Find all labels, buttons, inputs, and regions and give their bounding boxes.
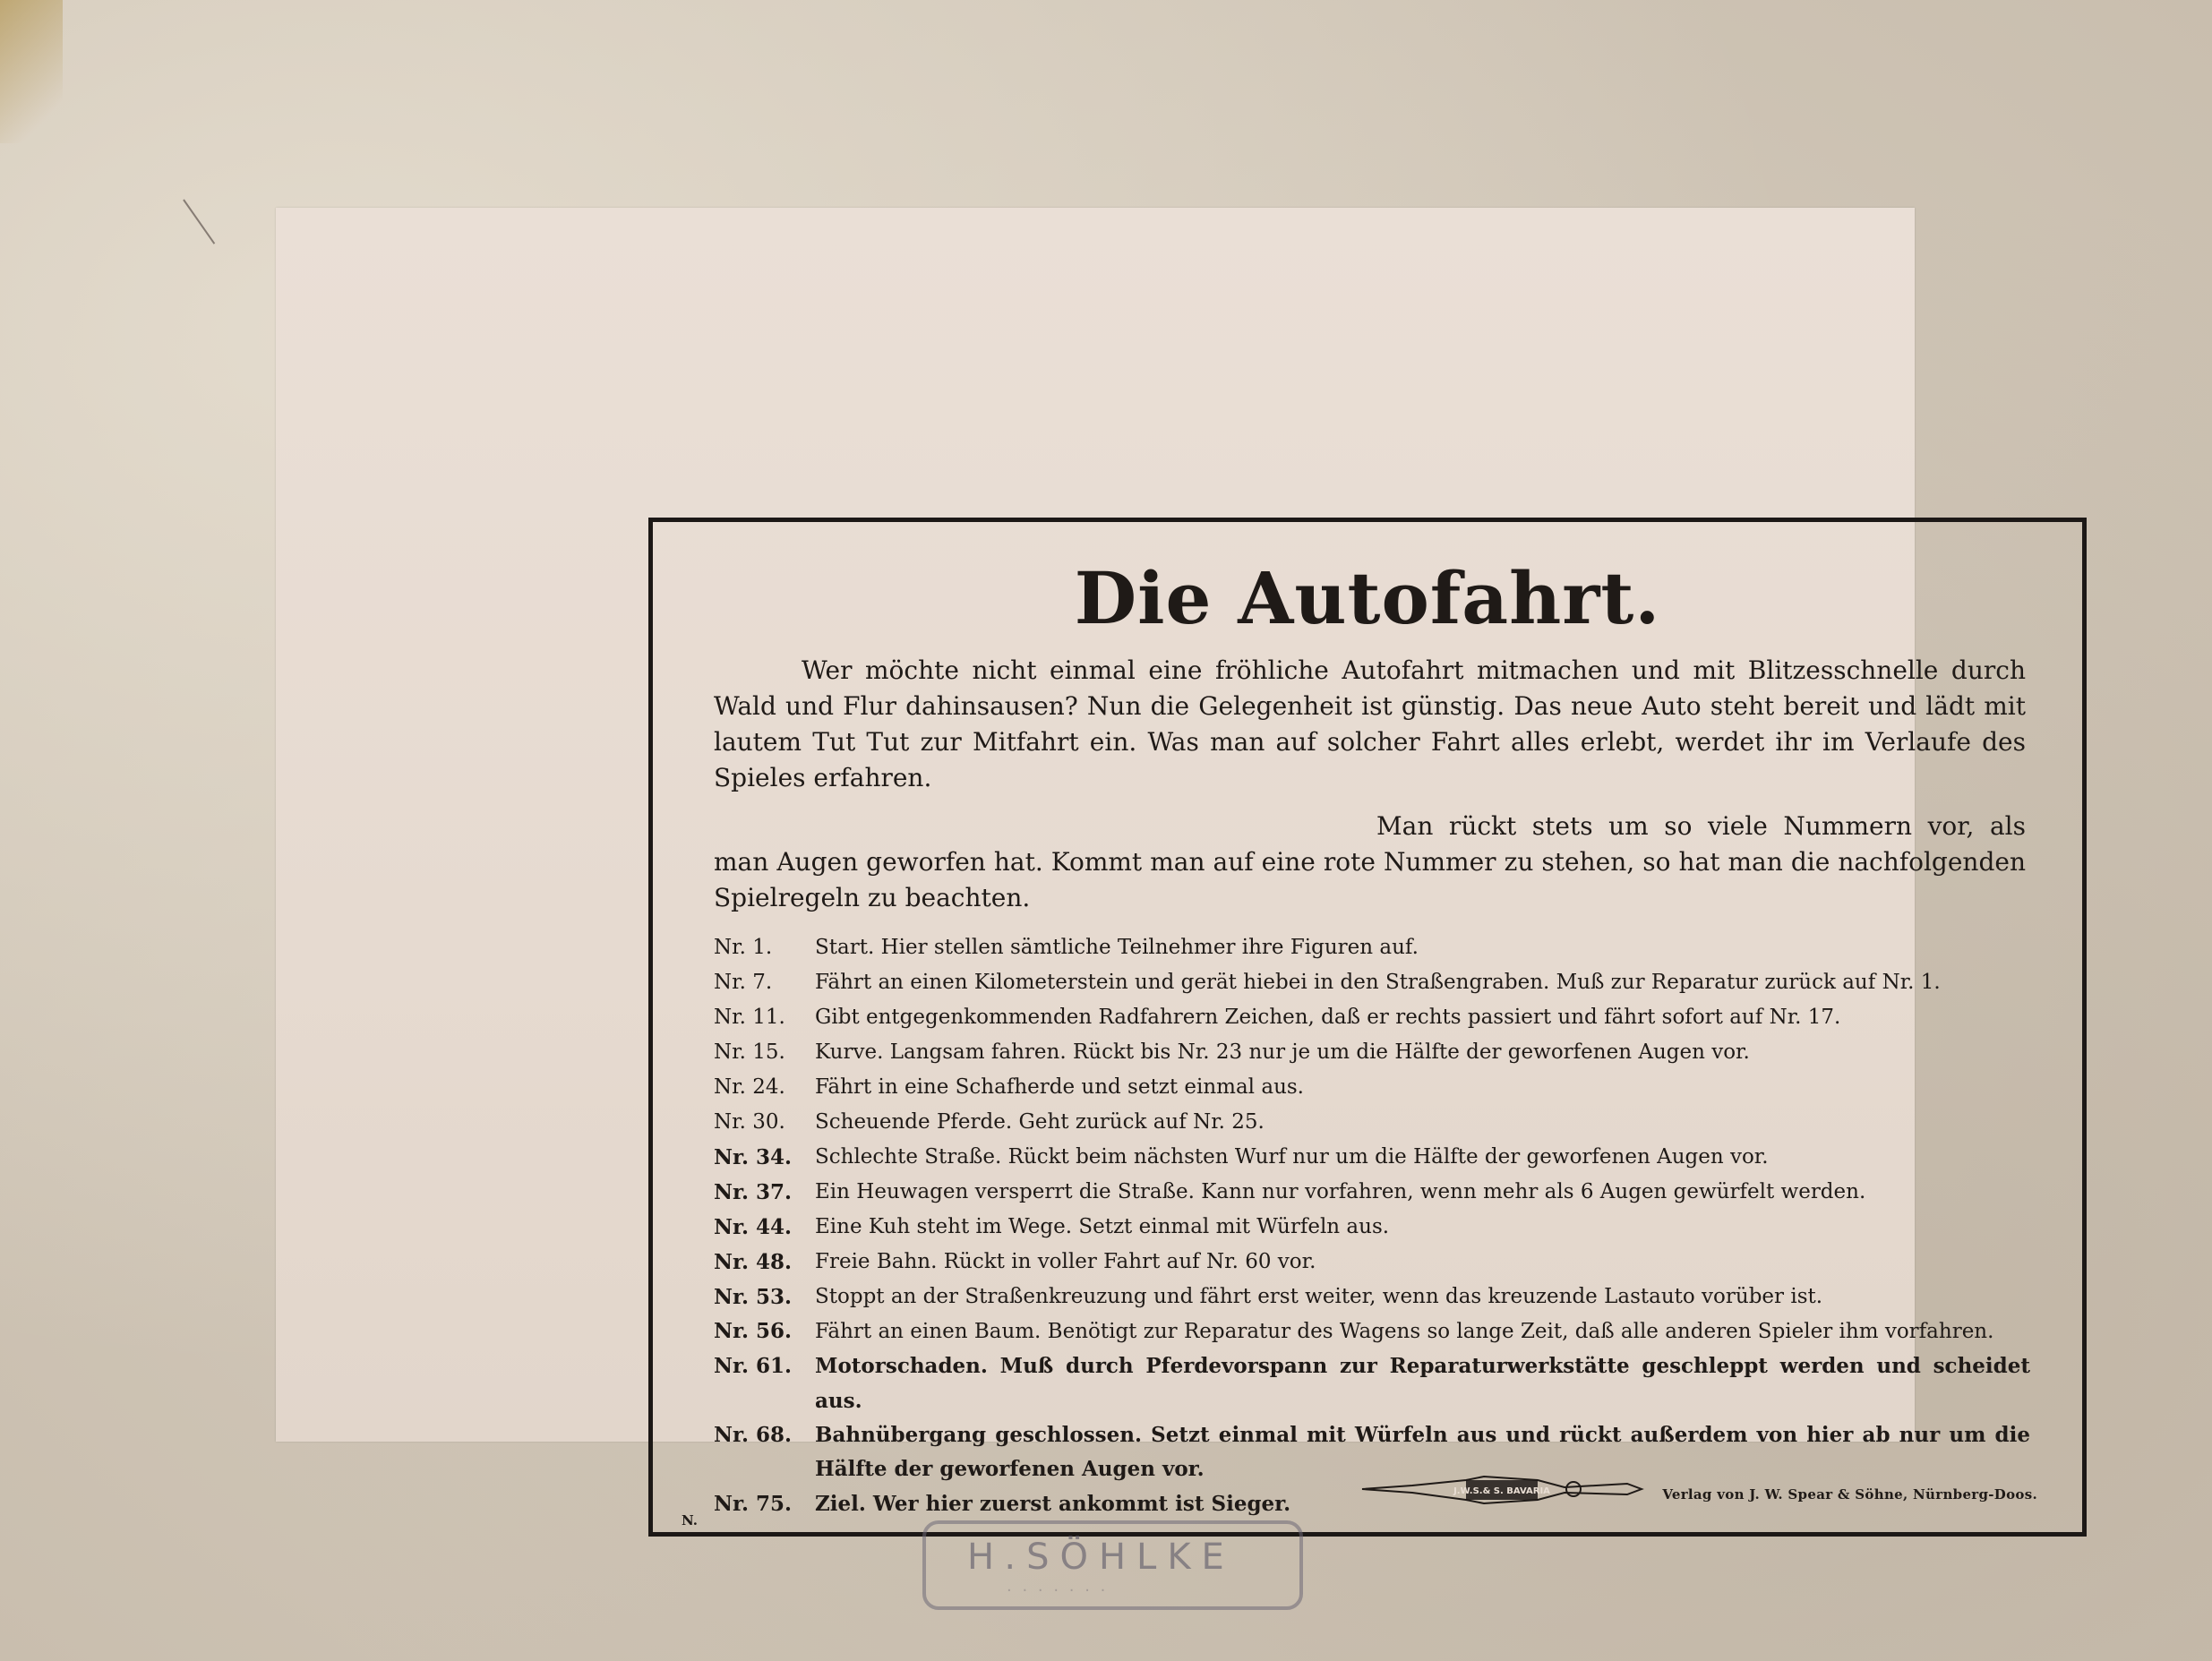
- rule-item: [714, 1280, 2030, 1314]
- rule-item: [714, 930, 2030, 965]
- rule-text: Kurve. Langsam fahren. Rückt bis Nr. 23 nur je um die Hälfte der geworfenen Augen vor.: [815, 1040, 1750, 1064]
- publisher-logo: [1359, 1468, 1645, 1511]
- corner-stain: [0, 0, 63, 143]
- rule-item: [714, 1000, 2030, 1035]
- intro-paragraph: Wer möchte nicht einmal eine fröhliche Autofahrt mitmachen und mit Blitzesschnelle durch Wald und Flur dahinsausen? Nun die Gelegenheit ist günstig. Das neue Auto steht bereit und lädt mit lautem Tut Tut zur Mitfahrt ein. Was man auf solcher Fahrt alles erlebt, werdet ihr im Verlaufe des Spieles erfahren.: [714, 655, 2026, 792]
- rule-paragraph: Man rückt stets um so viele Nummern vor, als man Augen geworfen hat. Kommt man auf eine rote Nummer zu stehen, so hat man die nachfolgenden Spielregeln zu beachten.: [714, 811, 2026, 912]
- rule-number: Nr. 24.: [714, 1075, 785, 1099]
- rules-list: [714, 930, 2030, 1521]
- rule-text: Scheuende Pferde. Geht zurück auf Nr. 25.: [815, 1110, 1265, 1134]
- rule-item: [714, 1210, 2030, 1245]
- rule-number: Nr. 11.: [714, 1006, 785, 1029]
- rule-item: [714, 1314, 2030, 1348]
- rule-number: Nr. 56.: [714, 1319, 793, 1343]
- rule-text: Ziel. Wer hier zuerst ankommt ist Sieger.: [815, 1492, 1291, 1516]
- rule-number: Nr. 30.: [714, 1110, 785, 1134]
- rule-item: [714, 1035, 2030, 1070]
- rule-number: Nr. 53.: [714, 1285, 793, 1309]
- rule-text: Bahnübergang geschlossen. Setzt einmal mit Würfeln aus und rückt außerdem von hier ab nur um die Hälfte der geworfenen Augen vor.: [815, 1423, 2030, 1481]
- rule-number: Nr. 61.: [714, 1354, 793, 1378]
- stamp-name: H.SÖHLKE: [967, 1537, 1235, 1578]
- scratch-mark: [183, 199, 215, 244]
- rule-text: Schlechte Straße. Rückt beim nächsten Wurf nur um die Hälfte der geworfenen Augen vor.: [815, 1145, 1769, 1169]
- rule-text: Eine Kuh steht im Wege. Setzt einmal mit Würfeln aus.: [815, 1215, 1390, 1238]
- rule-item: [714, 1140, 2030, 1175]
- rule-number: Nr. 7.: [714, 971, 773, 994]
- rule-text: Fährt an einen Baum. Benötigt zur Reparatur des Wagens so lange Zeit, daß alle anderen Spieler ihm vorfahren.: [815, 1320, 1994, 1343]
- rule-text: Stoppt an der Straßenkreuzung und fährt erst weiter, wenn das kreuzende Lastauto vorüber ist.: [815, 1285, 1823, 1308]
- publisher-logo-text: J.W.S.& S. BAVARIA: [1453, 1486, 1550, 1496]
- rule-item: [714, 1245, 2030, 1280]
- rule-text: Ein Heuwagen versperrt die Straße. Kann nur vorfahren, wenn mehr als 6 Augen gewürfelt werden.: [815, 1180, 1866, 1203]
- rule-item: [714, 1175, 2030, 1210]
- rule-text: Start. Hier stellen sämtliche Teilnehmer ihre Figuren auf.: [815, 936, 1419, 959]
- stamp-illegible-line: · · · · · · ·: [1007, 1581, 1109, 1600]
- rule-number: Nr. 68.: [714, 1423, 793, 1447]
- rule-item: [714, 1070, 2030, 1105]
- rule-number: Nr. 44.: [714, 1215, 793, 1239]
- rule-text: Fährt an einen Kilometerstein und gerät hiebei in den Straßengraben. Muß zur Reparatur zurück auf Nr. 1.: [815, 971, 1941, 994]
- rule-number: Nr. 15.: [714, 1040, 785, 1064]
- page-title: Die Autofahrt.: [1074, 556, 1661, 640]
- rules-label-paper: [276, 208, 2037, 1528]
- rule-item: [714, 965, 2030, 1000]
- rule-number: Nr. 48.: [714, 1250, 793, 1274]
- owner-stamp: [922, 1520, 1303, 1610]
- rules-frame: [648, 518, 2087, 1537]
- rule-number: Nr. 37.: [714, 1180, 793, 1204]
- rule-number: Nr. 75.: [714, 1492, 793, 1516]
- rule-text: Freie Bahn. Rückt in voller Fahrt auf Nr. 60 vor.: [815, 1250, 1316, 1273]
- publisher-imprint: Verlag von J. W. Spear & Söhne, Nürnberg-Doos.: [1662, 1486, 2037, 1503]
- rule-number: Nr. 1.: [714, 936, 773, 959]
- rule-item: [714, 1105, 2030, 1140]
- printer-mark: N.: [682, 1512, 698, 1528]
- rule-text: Fährt in eine Schafherde und setzt einmal aus.: [815, 1075, 1304, 1099]
- rule-text: Motorschaden. Muß durch Pferdevorspann zur Reparaturwerkstätte geschleppt werden und scheidet aus.: [815, 1354, 2030, 1413]
- rule-number: Nr. 34.: [714, 1145, 793, 1169]
- rule-item: [714, 1348, 2030, 1418]
- rule-text: Gibt entgegenkommenden Radfahrern Zeichen, daß er rechts passiert und fährt sofort auf Nr. 17.: [815, 1006, 1841, 1029]
